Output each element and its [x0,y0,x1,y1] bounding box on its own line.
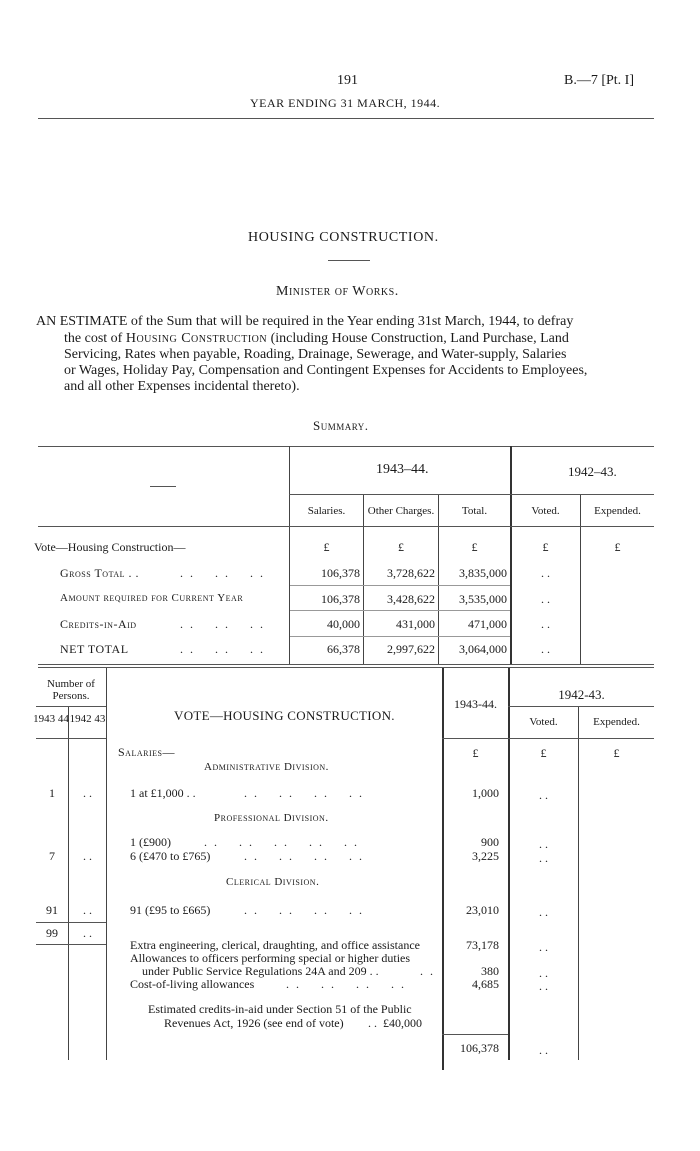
credit1-row-text: Estimated credits-in-aid under Section 51 of the Public [148,1002,412,1016]
summary-col-other: Other Charges. [367,505,435,517]
vote-title: VOTE—HOUSING CONSTRUCTION. [174,708,395,723]
persons-year-1943: 1943 44 [33,713,69,725]
detail-head-rule-right [442,738,654,739]
summary-currency-salaries: £ [323,540,330,554]
credit2-row-amount: . . £40,000 [368,1016,422,1030]
summary-top-rule [38,446,654,447]
intro-line-5: and all other Expenses incidental thereto). [64,379,300,394]
total-persons-43: 99 [46,926,58,940]
summary-row-total: 3,064,000 [459,642,507,656]
summary-row-leaders: . . . . . . [180,642,265,656]
summary-colhead-rule [38,526,654,527]
allow2-row-text: under Public Service Regulations 24A and 209 . . [142,964,379,978]
summary-row-rule [290,610,510,611]
summary-row-label: Amount required for Current Year [60,592,244,604]
summary-row-other: 3,728,622 [387,566,435,580]
prof2-row-voted: . . [539,851,548,865]
cler-row-leaders: . . . . . . . . [244,903,364,917]
cler-row-text: 91 (£95 to £665) [130,903,211,917]
summary-row-rule [290,585,510,586]
prof1-row-amount: 900 [481,835,499,849]
allow2-row-amount: 380 [481,964,499,978]
summary-row-rule [290,636,510,637]
summary-row-voted: . . [541,566,550,580]
persons-total-rule-2 [36,944,106,945]
summary-row-label: Gross Total . . [60,566,139,580]
extra-row-text: Extra engineering, clerical, draughting, and office assistance [130,938,420,952]
detail-col-expended: Expended. [593,716,640,728]
summary-col-salaries: Salaries. [307,505,346,517]
summary-year-previous: 1942–43. [568,464,617,479]
detail-col-1943: 1943-44. [454,697,497,711]
prof1-row-text: 1 (£900) [130,835,171,849]
summary-currency-other: £ [398,540,404,554]
detail-vline-left [106,668,107,1060]
persons-total-rule [36,922,106,923]
summary-row-other: 431,000 [396,617,435,631]
extra-row-voted: . . [539,940,548,954]
intro-line-4: or Wages, Holiday Pay, Compensation and Contingent Expenses for Accidents to Employees, [64,363,588,378]
admin-persons-43: 1 [49,786,55,800]
prof1-row-voted: . . [539,837,548,851]
persons-year-1942: 1942 43 [69,713,106,725]
summary-col-total: Total. [461,505,488,517]
summary-vline-5 [580,494,581,664]
page-number: 191 [337,73,358,88]
detail-col-voted: Voted. [529,716,558,728]
persons-rule [36,706,106,707]
detail-head-rule-left [36,738,106,739]
intro-housing-construction: Housing Construction [125,331,268,346]
summary-heading: Summary. [313,418,369,433]
living-row-leaders: . . . . . . . . [286,977,406,991]
summary-row-leaders: . . . . . . [180,617,265,631]
prof2-row-amount: 3,225 [472,849,499,863]
detail-col-1942: 1942-43. [558,687,605,702]
subtotal-amount: 106,378 [460,1041,499,1055]
detail-vline-amount [442,668,444,1070]
intro-line-1: AN ESTIMATE of the Sum that will be required in the Year ending 31st March, 1944, to defray [36,314,574,329]
cler-row-amount: 23,010 [466,903,499,917]
detail-year-rule [508,706,654,707]
summary-bottom-rule-2 [38,667,654,668]
detail-currency-expended: £ [613,746,620,760]
detail-vline-persons [68,706,69,1060]
living-row-text: Cost-of-living allowances [130,977,255,991]
summary-row-other: 3,428,622 [387,592,435,606]
summary-col-expended: Expended. [594,505,641,517]
detail-currency-voted: £ [540,746,547,760]
intro-line-2b: (including House Construction, Land Purchase, Land [267,331,569,346]
persons-heading: Number of Persons. [47,678,95,702]
summary-year-current: 1943–44. [376,462,429,477]
summary-row-salaries: 40,000 [327,617,360,631]
clerical-division-heading: Clerical Division. [226,876,320,888]
cler-persons-43: 91 [46,903,58,917]
title-rule [328,260,370,261]
admin-row-text: 1 at £1,000 . . [130,786,196,800]
summary-currency-total: £ [471,540,478,554]
admin-row-amount: 1,000 [472,786,499,800]
living-row-amount: 4,685 [472,977,499,991]
subtotal-rule [442,1034,508,1035]
summary-row-total: 471,000 [468,617,507,631]
summary-row-salaries: 106,378 [321,566,360,580]
minister-line: Minister of Works. [276,284,399,299]
prof-division-heading: Professional Division. [214,812,329,824]
credit2-row-text: Revenues Act, 1926 (see end of vote) [164,1016,344,1030]
summary-row-total: 3,835,000 [459,566,507,580]
summary-row-voted: . . [541,592,550,606]
summary-col-voted: Voted. [531,505,560,517]
header-rule [38,118,654,119]
intro-line-2 [64,331,569,347]
cler-persons-42: . . [83,903,92,917]
summary-left-dash [150,486,176,487]
summary-row-salaries: 106,378 [321,592,360,606]
summary-currency-expended: £ [614,540,621,554]
summary-row-total: 3,535,000 [459,592,507,606]
salaries-label: Salaries— [118,745,175,759]
prof-persons-42: . . [83,849,92,863]
allow1-row-text: Allowances to officers performing special or higher duties [130,951,411,965]
allow2-row-voted: . . [539,966,548,980]
summary-year-rule [289,494,654,495]
living-row-voted: . . [539,979,548,993]
intro-line-3: Servicing, Rates when payable, Roading, Drainage, Sewerage, and Water-supply, Salaries [64,347,567,362]
year-line: YEAR ENDING 31 MARCH, 1944. [250,96,441,110]
summary-row-other: 2,997,622 [387,642,435,656]
admin-division-heading: Administrative Division. [204,761,329,773]
prof-persons-43: 7 [49,849,55,863]
summary-row-voted: . . [541,642,550,656]
allow2-row-leaders: . . [420,964,435,978]
cler-row-voted: . . [539,905,548,919]
summary-bottom-rule [38,664,654,665]
prof2-row-text: 6 (£470 to £765) [130,849,211,863]
summary-row-voted: . . [541,617,550,631]
summary-row-salaries: 66,378 [327,642,360,656]
subtotal-voted: . . [539,1043,548,1057]
admin-row-leaders: . . . . . . . . [244,786,364,800]
extra-row-amount: 73,178 [466,938,499,952]
page-title: HOUSING CONSTRUCTION. [248,230,439,245]
summary-row-label: NET TOTAL [60,642,129,656]
intro-line-2a: the cost of [64,331,126,346]
prof2-row-leaders: . . . . . . . . [244,849,364,863]
summary-currency-voted: £ [542,540,549,554]
admin-persons-42: . . [83,786,92,800]
prof1-row-leaders: . . . . . . . . . . [204,835,359,849]
detail-currency-amount: £ [472,746,479,760]
admin-row-voted: . . [539,788,548,802]
summary-vote-label: Vote—Housing Construction— [34,540,186,554]
total-persons-42: . . [83,926,92,940]
summary-row-label: Credits-in-Aid [60,617,137,631]
summary-row-leaders: . . . . . . [180,566,265,580]
document-ref: B.—7 [Pt. I] [564,73,634,88]
